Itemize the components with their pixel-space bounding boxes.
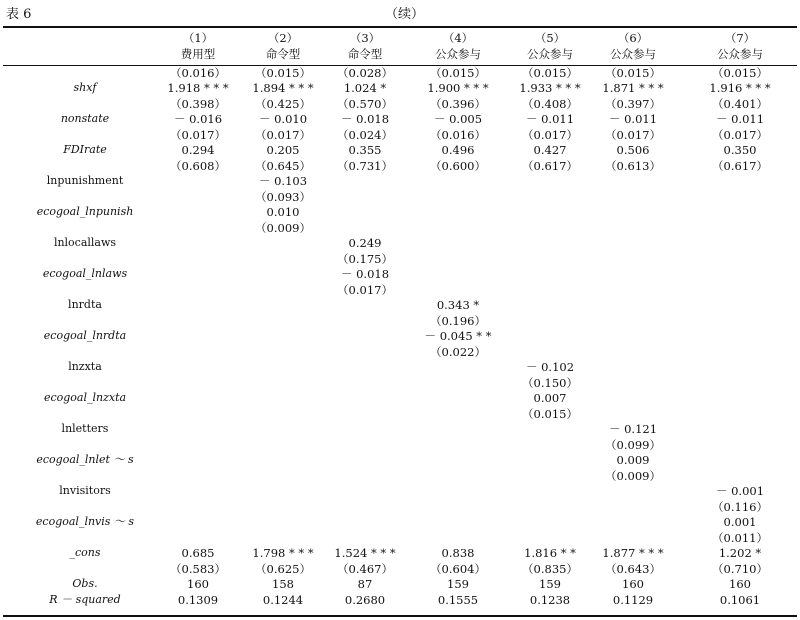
row-label: nonstate bbox=[60, 112, 110, 125]
se-cell: （0.017） bbox=[605, 128, 661, 142]
obs-label: Obs. bbox=[72, 577, 98, 590]
se-cell: （0.017） bbox=[255, 128, 311, 142]
coef-cell: 0.506 bbox=[616, 143, 650, 157]
se-cell: （0.017） bbox=[522, 128, 578, 142]
se-cell: （0.011） bbox=[712, 531, 768, 545]
coef-cell: 0.205 bbox=[266, 143, 300, 157]
coef-cell: － 0.018 bbox=[340, 112, 390, 126]
se-cell: （0.017） bbox=[337, 283, 393, 297]
coef-cell: 1.816 * * bbox=[524, 546, 576, 560]
top-rule bbox=[3, 26, 797, 28]
row-label: lnrdta bbox=[68, 298, 102, 311]
r2-cell: 0.2680 bbox=[344, 593, 386, 607]
coef-cell: － 0.018 bbox=[340, 267, 390, 281]
bottom-rule bbox=[3, 615, 797, 617]
coef-cell: 0.009 bbox=[616, 453, 650, 467]
r2-cell: 0.1238 bbox=[529, 593, 571, 607]
coef-cell: 0.685 bbox=[181, 546, 215, 560]
row-label: FDIrate bbox=[63, 143, 107, 156]
coef-cell: － 0.005 bbox=[433, 112, 483, 126]
r2-cell: 0.1244 bbox=[262, 593, 304, 607]
row-label: lnpunishment bbox=[46, 174, 124, 187]
carryover-se-cell: （0.015） bbox=[430, 66, 486, 80]
se-cell: （0.604） bbox=[430, 562, 486, 576]
r2-cell: 0.1061 bbox=[719, 593, 761, 607]
coef-cell: － 0.001 bbox=[715, 484, 765, 498]
se-cell: （0.583） bbox=[170, 562, 226, 576]
row-label: lnvisitors bbox=[59, 484, 111, 497]
coef-cell: 0.427 bbox=[533, 143, 567, 157]
carryover-se-cell: （0.015） bbox=[605, 66, 661, 80]
row-label: lnlocallaws bbox=[53, 236, 117, 249]
se-cell: （0.608） bbox=[170, 159, 226, 173]
coef-cell: 1.202 * bbox=[718, 546, 762, 560]
carryover-se-cell: （0.015） bbox=[255, 66, 311, 80]
coef-cell: 1.877 * * * bbox=[602, 546, 664, 560]
obs-cell: 160 bbox=[622, 577, 644, 591]
coef-cell: 0.007 bbox=[533, 391, 567, 405]
coef-cell: － 0.010 bbox=[258, 112, 308, 126]
col-type-4: 公众参与 bbox=[435, 47, 481, 61]
coef-cell: 1.894 * * * bbox=[252, 81, 314, 95]
col-type-6: 公众参与 bbox=[610, 47, 656, 61]
coef-cell: － 0.011 bbox=[608, 112, 658, 126]
col-type-7: 公众参与 bbox=[717, 47, 763, 61]
row-label: ecogoal_lnlet ～ s bbox=[36, 453, 134, 466]
se-cell: （0.643） bbox=[605, 562, 661, 576]
obs-cell: 160 bbox=[729, 577, 751, 591]
col-type-2: 命令型 bbox=[265, 47, 301, 61]
row-label: lnzxta bbox=[68, 360, 102, 373]
row-label: ecogoal_lnzxta bbox=[43, 391, 127, 404]
coef-cell: 0.001 bbox=[723, 515, 757, 529]
se-cell: （0.425） bbox=[255, 97, 311, 111]
col-type-1: 费用型 bbox=[180, 47, 216, 61]
obs-cell: 87 bbox=[357, 577, 373, 591]
se-cell: （0.009） bbox=[255, 221, 311, 235]
se-cell: （0.467） bbox=[337, 562, 393, 576]
se-cell: （0.600） bbox=[430, 159, 486, 173]
se-cell: （0.397） bbox=[605, 97, 661, 111]
se-cell: （0.022） bbox=[430, 345, 486, 359]
coef-cell: 1.024 * bbox=[343, 81, 387, 95]
row-label: ecogoal_lnpunish bbox=[36, 205, 134, 218]
coef-cell: 1.916 * * * bbox=[709, 81, 771, 95]
coef-cell: 1.798 * * * bbox=[252, 546, 314, 560]
col-number-7: （7） bbox=[724, 31, 756, 45]
se-cell: （0.116） bbox=[712, 500, 768, 514]
se-cell: （0.196） bbox=[430, 314, 486, 328]
se-cell: （0.401） bbox=[712, 97, 768, 111]
se-cell: （0.150） bbox=[522, 376, 578, 390]
coef-cell: 0.010 bbox=[266, 205, 300, 219]
se-cell: （0.570） bbox=[337, 97, 393, 111]
row-label: shxf bbox=[73, 81, 97, 94]
col-number-5: （5） bbox=[534, 31, 566, 45]
table-caption: 表 6 bbox=[6, 7, 32, 22]
se-cell: （0.175） bbox=[337, 252, 393, 266]
coef-cell: 0.350 bbox=[723, 143, 757, 157]
se-cell: （0.017） bbox=[170, 128, 226, 142]
coef-cell: 0.343 * bbox=[436, 298, 480, 312]
carryover-se-cell: （0.015） bbox=[712, 66, 768, 80]
obs-cell: 159 bbox=[447, 577, 469, 591]
se-cell: （0.398） bbox=[170, 97, 226, 111]
carryover-se-cell: （0.028） bbox=[337, 66, 393, 80]
se-cell: （0.408） bbox=[522, 97, 578, 111]
se-cell: （0.009） bbox=[605, 469, 661, 483]
row-label: ecogoal_lnvis ～ s bbox=[35, 515, 135, 528]
obs-cell: 160 bbox=[187, 577, 209, 591]
carryover-se-cell: （0.015） bbox=[522, 66, 578, 80]
row-label: lnletters bbox=[61, 422, 109, 435]
col-type-5: 公众参与 bbox=[527, 47, 573, 61]
r2-cell: 0.1129 bbox=[612, 593, 654, 607]
coef-cell: 0.294 bbox=[181, 143, 215, 157]
continued-mark: （续） bbox=[385, 7, 425, 22]
coef-cell: － 0.011 bbox=[715, 112, 765, 126]
row-label: ecogoal_lnlaws bbox=[42, 267, 128, 280]
col-number-6: （6） bbox=[617, 31, 649, 45]
obs-cell: 159 bbox=[539, 577, 561, 591]
row-label: ecogoal_lnrdta bbox=[43, 329, 127, 342]
r2-cell: 0.1555 bbox=[437, 593, 479, 607]
se-cell: （0.710） bbox=[712, 562, 768, 576]
coef-cell: 0.838 bbox=[441, 546, 475, 560]
obs-cell: 158 bbox=[272, 577, 294, 591]
coef-cell: － 0.016 bbox=[173, 112, 223, 126]
coef-cell: 1.900 * * * bbox=[427, 81, 489, 95]
coef-cell: 0.496 bbox=[441, 143, 475, 157]
col-number-2: （2） bbox=[267, 31, 299, 45]
col-number-3: （3） bbox=[349, 31, 381, 45]
coef-cell: 0.249 bbox=[348, 236, 382, 250]
se-cell: （0.099） bbox=[605, 438, 661, 452]
se-cell: （0.024） bbox=[337, 128, 393, 142]
se-cell: （0.015） bbox=[522, 407, 578, 421]
coef-cell: 1.524 * * * bbox=[334, 546, 396, 560]
row-label: _cons bbox=[69, 546, 101, 559]
header-rule bbox=[3, 65, 797, 66]
coef-cell: 1.933 * * * bbox=[519, 81, 581, 95]
col-number-1: （1） bbox=[182, 31, 214, 45]
coef-cell: 1.871 * * * bbox=[602, 81, 664, 95]
se-cell: （0.625） bbox=[255, 562, 311, 576]
coef-cell: － 0.103 bbox=[258, 174, 308, 188]
se-cell: （0.645） bbox=[255, 159, 311, 173]
coef-cell: － 0.102 bbox=[525, 360, 575, 374]
r2-cell: 0.1309 bbox=[177, 593, 219, 607]
coef-cell: 0.355 bbox=[348, 143, 382, 157]
se-cell: （0.613） bbox=[605, 159, 661, 173]
coef-cell: － 0.045 * * bbox=[424, 329, 492, 343]
col-number-4: （4） bbox=[442, 31, 474, 45]
se-cell: （0.835） bbox=[522, 562, 578, 576]
carryover-se-cell: （0.016） bbox=[170, 66, 226, 80]
coef-cell: － 0.121 bbox=[608, 422, 658, 436]
coef-cell: 1.918 * * * bbox=[167, 81, 229, 95]
se-cell: （0.731） bbox=[337, 159, 393, 173]
coef-cell: － 0.011 bbox=[525, 112, 575, 126]
se-cell: （0.017） bbox=[712, 128, 768, 142]
se-cell: （0.617） bbox=[522, 159, 578, 173]
se-cell: （0.617） bbox=[712, 159, 768, 173]
r2-label: R － squared bbox=[49, 593, 121, 606]
se-cell: （0.016） bbox=[430, 128, 486, 142]
col-type-3: 命令型 bbox=[347, 47, 383, 61]
se-cell: （0.396） bbox=[430, 97, 486, 111]
se-cell: （0.093） bbox=[255, 190, 311, 204]
